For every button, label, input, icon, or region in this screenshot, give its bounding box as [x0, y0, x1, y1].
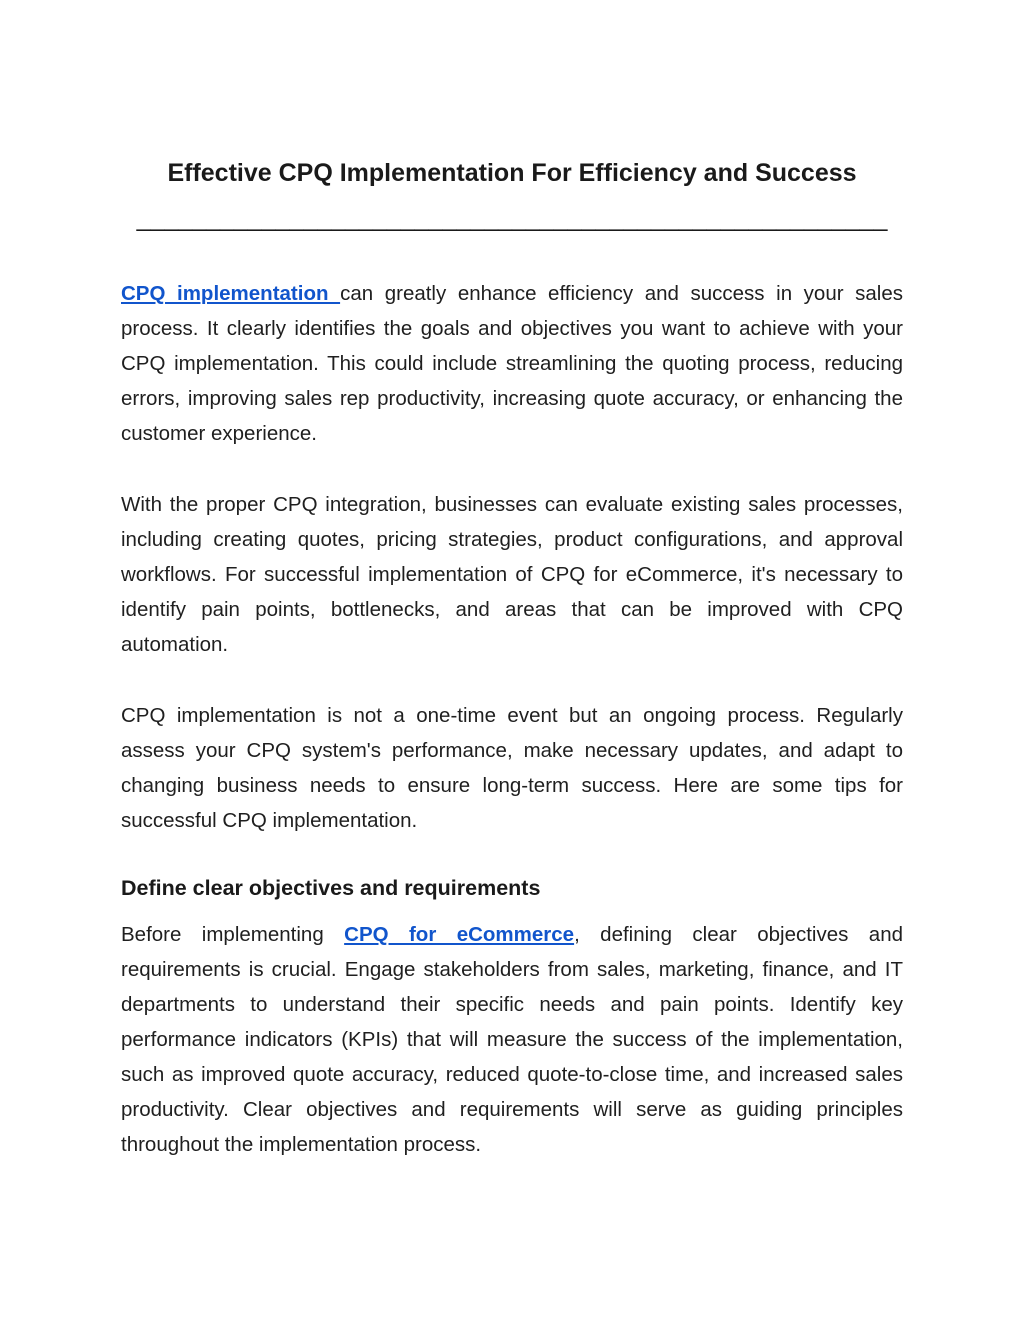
section-heading: Define clear objectives and requirements — [121, 876, 541, 900]
objectives-paragraph-lead: Before implementing — [121, 923, 345, 946]
intro-paragraph-text: can greatly enhance efficiency and success in your sales process. It clearly identifies the goals and objectives you want to achieve with your CPQ implementation. This could include streamlining the quoting process, reducing errors, improving sales rep productivity, increasing quote accuracy, or enhancing the customer experience. — [121, 282, 903, 445]
objectives-paragraph — [121, 917, 903, 1162]
title-underline-rule: ______________________________________________________ — [136, 204, 888, 232]
ongoing-process-paragraph: CPQ implementation is not a one-time event but an ongoing process. Regularly assess your CPQ system's performance, make necessary updates, and adapt to changing business needs to ensure long-term success. Here are some tips for successful CPQ implementation. — [121, 704, 903, 832]
document-title: Effective CPQ Implementation For Efficiency and Success — [167, 159, 857, 187]
cpq-implementation-link[interactable]: CPQ implementation — [121, 282, 341, 305]
intro-paragraph — [121, 276, 903, 451]
integration-paragraph: With the proper CPQ integration, businesses can evaluate existing sales processes, including creating quotes, pricing strategies, product configurations, and approval workflows. For successful implementation of CPQ for eCommerce, it's necessary to identify pain points, bottlenecks, and areas that can be improved with CPQ automation. — [121, 493, 903, 656]
objectives-paragraph-text: , defining clear objectives and requirements is crucial. Engage stakeholders from sales, marketing, finance, and IT departments to understand their specific needs and pain points. Identify key performance indicators (KPIs) that will measure the success of the implementation, such as improved quote accuracy, reduced quote-to-close time, and increased sales productivity. Clear objectives and requirements will serve as guiding principles throughout the implementation process. — [121, 923, 903, 1156]
cpq-for-ecommerce-link[interactable]: CPQ for eCommerce — [344, 923, 575, 946]
